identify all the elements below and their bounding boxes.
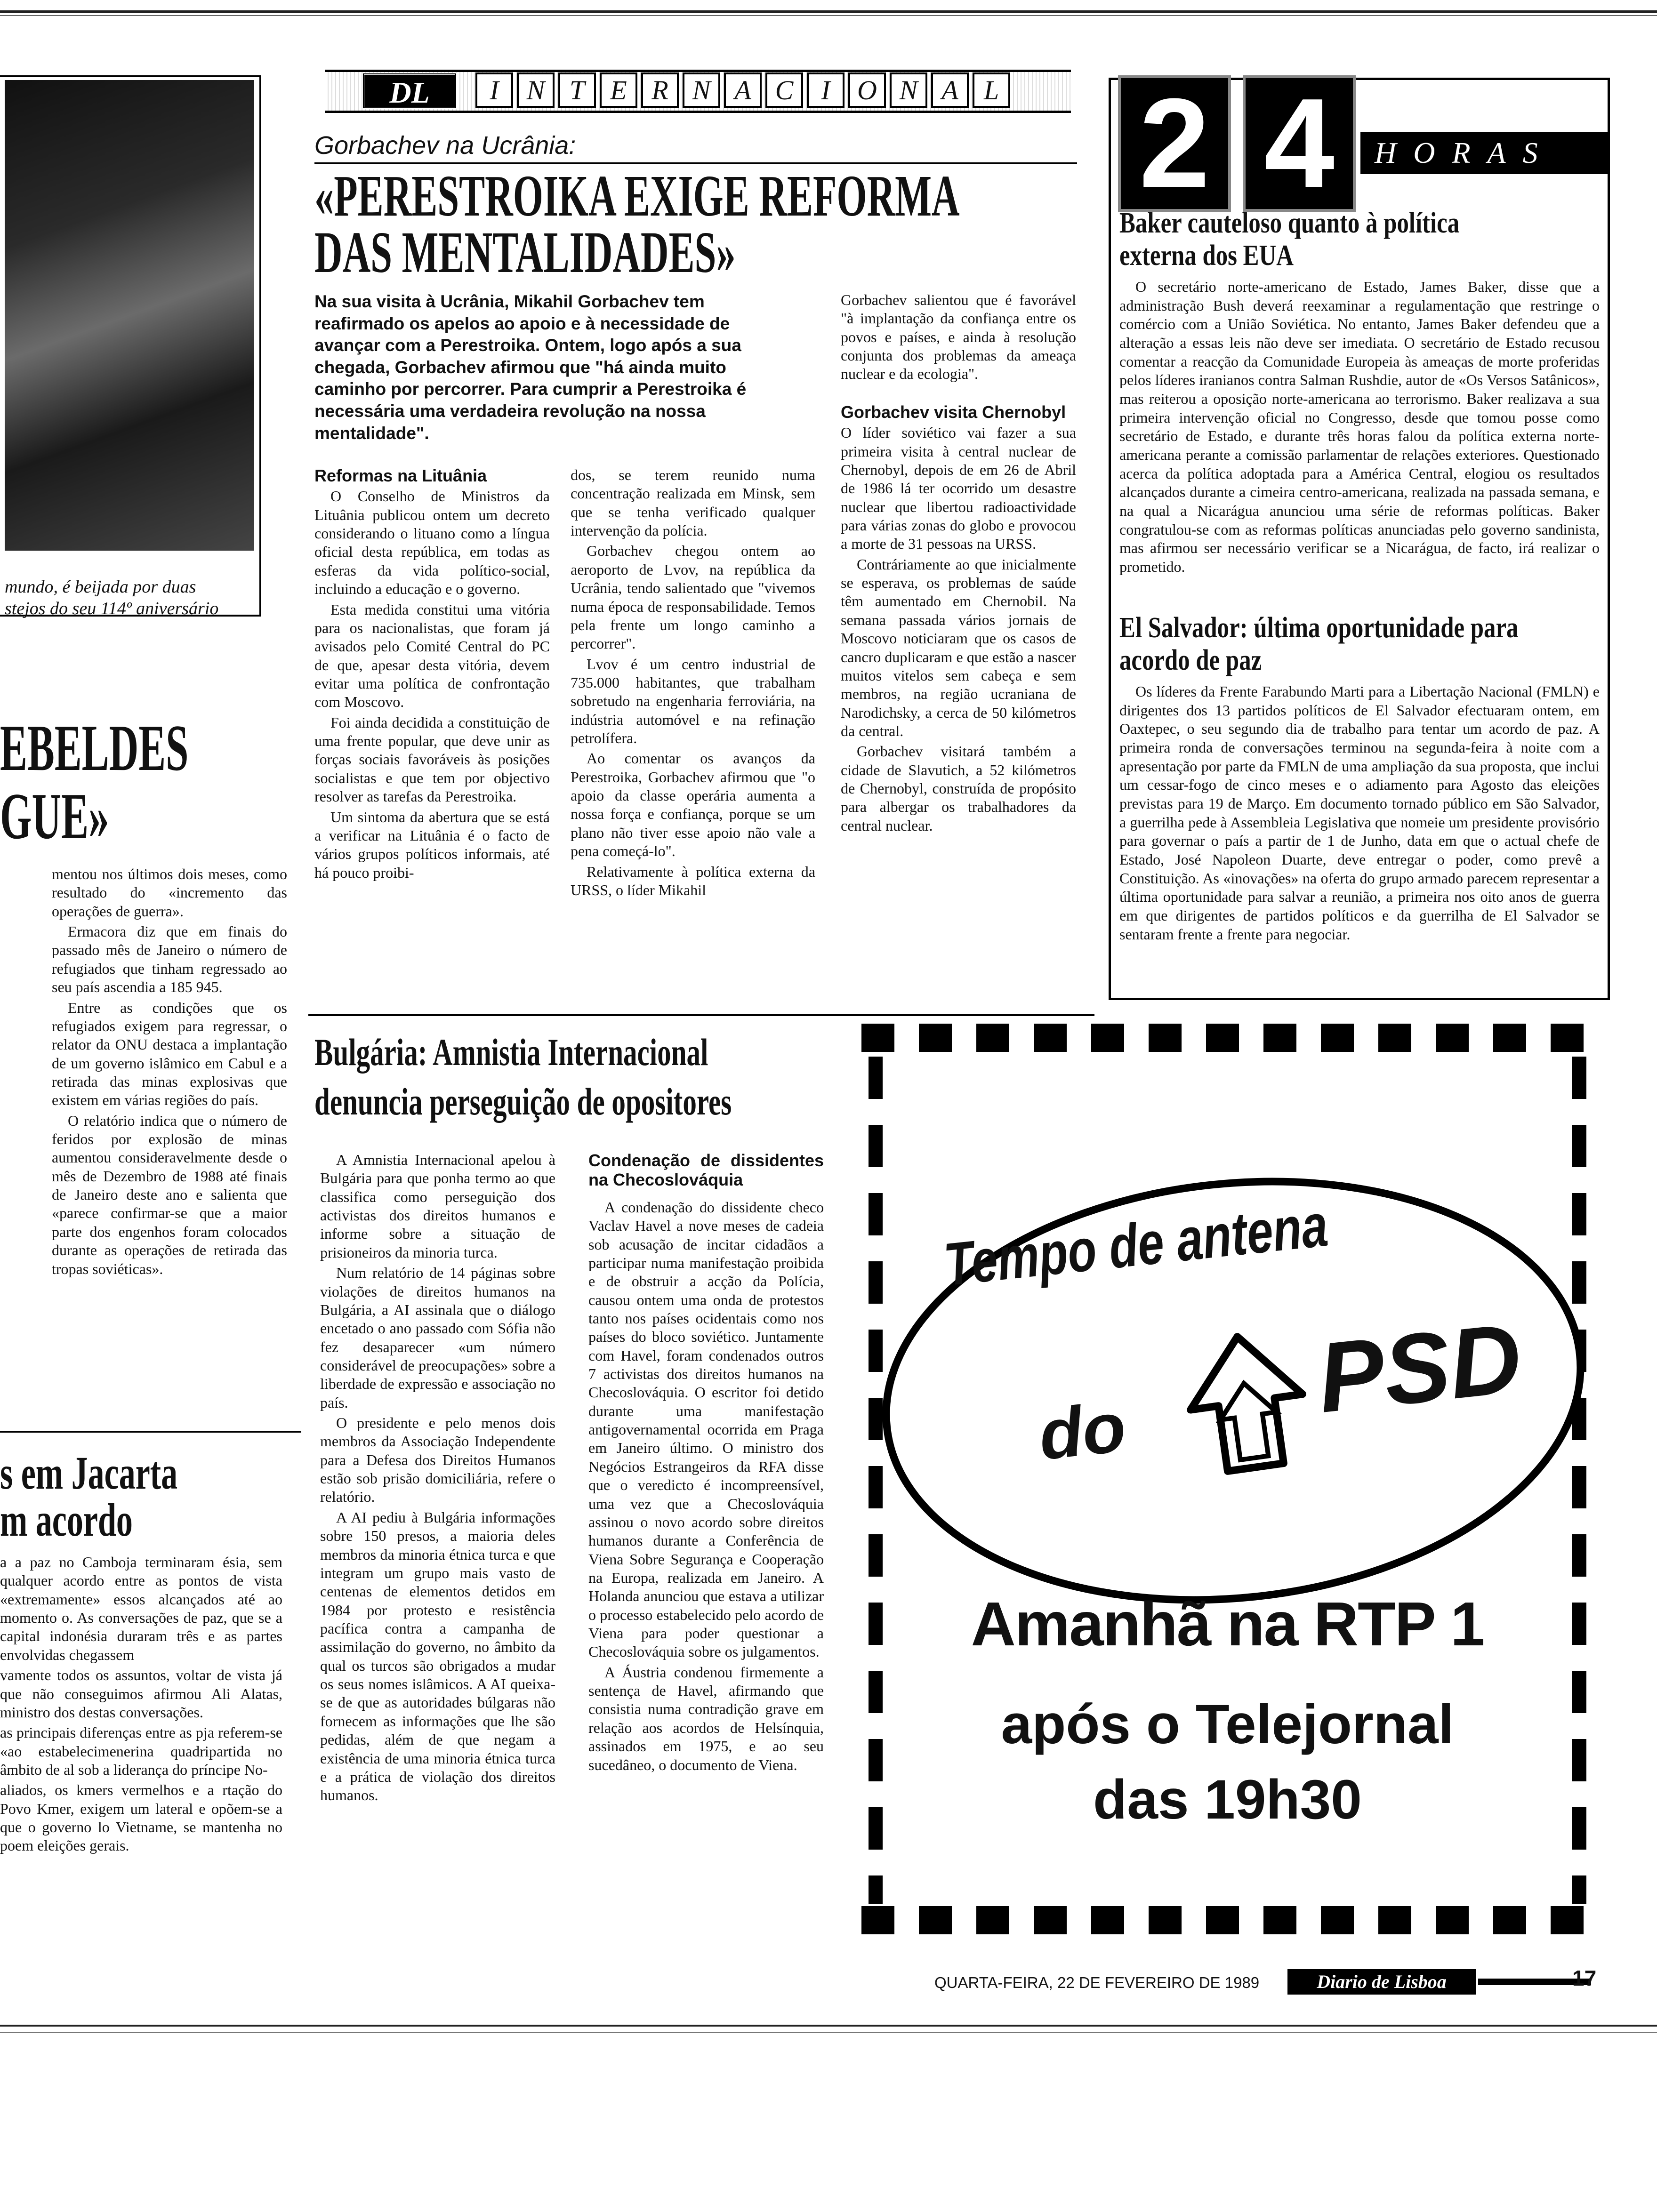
gorbachev-paragraph: Gorbachev chegou ontem ao aeroporto de Lvov, na república da Ucrânia, tendo salientado que "vivemos numa época de responsabilidade. Temos pela frente um longo caminho a percorrer". [571,542,815,652]
gorbachev-col-1 [314,466,550,884]
ad-line-1: Tempo de antena [941,1191,1331,1299]
salvador-headline: El Salvador: última oportunidade para acordo de paz [1119,612,1519,677]
section-letter: N [890,72,927,108]
gorbachev-paragraph: Gorbachev visitará também a cidade de Slavutich, a 52 kilómetros de Chernobyl, construída de propósito para albergar os trabalhadores da central nuclear. [841,743,1076,834]
horas-label: HORAS [1375,136,1555,169]
left-paragraph: O relatório indica que o número de feridos por explosão de minas aumentou consideravelmente desde o mês de Dezembro de 1988 até finais de Janeiro deste ano e salienta que «parece confirmar-se que a maior parte dos engenhos foram colocados durante as operações de retirada das tropas soviéticas». [52,1112,287,1277]
horas-digits-first: 2 [1139,75,1210,212]
jacarta-headline-1: s em Jacarta [0,1447,178,1499]
left-article-body [52,865,287,1280]
section-letter: L [973,72,1010,108]
gorbachev-lead: Na sua visita à Ucrânia, Mikahil Gorbachev tem reafirmado os apelos ao apoio e à necessidade de avançar com a Perestroika. Ontem, logo após a sua chegada, Gorbachev afirmou que "há ainda muito caminho por percorrer. Para cumprir a Perestroika é necessária uma verdadeira revolução na nossa mentalidade". [314,292,747,443]
gorbachev-paragraph: O Conselho de Ministros da Lituânia publicou ontem um decreto considerando o lituano como a língua oficial desta república, em todas as esferas da vida político-social, incluindo a educação e o governo. [314,488,550,598]
bottom-rule-thin [0,2032,1657,2033]
section-letters [475,72,1014,110]
bulgaria-paragraph: Num relatório de 14 páginas sobre violações de direitos humanos na Bulgária, a AI assinala que o diálogo encetado o ano passado com Sófia não fez desaparecer «um número considerável de preocupações» sobre a liberdade de expressão e associação no país. [320,1264,555,1411]
left-paragraph: mentou nos últimos dois meses, como resultado do «incremento das operações de guerra». [52,866,287,920]
gorbachev-headline-2: DAS MENTALIDADES» [314,220,736,285]
footer-date: QUARTA-FEIRA, 22 DE FEVEREIRO DE 1989 [934,1974,1260,1991]
section-letter: O [848,72,886,108]
bulgaria-paragraph: A Amnistia Internacional apelou à Bulgária para que ponha termo ao que classifica como perseguição dos activistas dos direitos humanos e informe sobre a situação de prisioneiros da minoria turca. [320,1151,555,1261]
section-letter: C [765,72,803,108]
bottom-rule [0,2025,1657,2027]
jacarta-paragraph: a a paz no Camboja terminaram ésia, sem qualquer acordo entre as pontos de vista «extremamente» essos alcançados até ao momento o. As conversações de paz, que se a capital indonésia duraram três e as partes envolvidas chegassem [0,1554,282,1663]
bulgaria-col-2 [588,1151,824,1776]
gorbachev-headline-1: «PERESTROIKA EXIGE REFORMA [314,164,960,229]
ad-line-4: após o Telejornal [1001,1693,1454,1755]
jacarta-paragraph: vamente todos os assuntos, voltar de vista já que não conseguimos afirmou Ali Alatas, ministro dos destas conversações. [0,1667,282,1721]
gorbachev-paragraph: Um sintoma da abertura que se está a verificar na Lituânia é o facto de vários grupos políticos informais, até há pouco proibi- [314,808,550,881]
section-letter: E [600,72,637,108]
gorbachev-paragraph: Contráriamente ao que inicialmente se esperava, os problemas de saúde têm aumentado em Chernobil. Na semana passada vários jornais de Moscovo noticiaram que os casos de cancro duplicaram e que estão a nascer muitos vitelos sem cabeça e sem membros, na região ucraniana de Narodichsky, a cerca de 50 kilómetros da central. [841,555,1076,739]
subhead-chernobyl: Gorbachev visita Chernobyl [841,402,1066,422]
salvador-text: Os líderes da Frente Farabundo Marti para a Libertação Nacional (FMLN) e dirigentes dos 13 partidos políticos de El Salvador efectuaram ontem, em Oaxtepec, o seu segundo dia de trabalho para tentar um acordo de paz. A primeira ronda de conversações terminou na segunda-feira à noite com a apresentação por parte da FMLN de uma ampliação da sua proposta, que inclui um cessar-fogo de cinco meses e o adiamento para Agosto das eleições previstas para 19 de Março. Em documento tornado público em São Salvador, a guerrilha pede à Assembleia Legislativa que nomeie um presidente provisório para governar o país a partir de 1 de Junho, data em que o actual chefe de Estado, José Napoleon Duarte, deve entregar o poder, como prevê a Constituição. As «inovações» na oferta do grupo armado parecem representar a última oportunidade para salvar a reunião, a primeira nos oito anos de guerra em que dirigentes de partidos políticos e da guerrilha de El Salvador se sentaram frente a frente para negociar. [1119,683,1600,943]
section-logo-text: DL [389,76,430,109]
section-letter: R [641,72,679,108]
horas-digit-2 [1118,75,1231,212]
section-letter: I [475,72,513,108]
ad-line-5: das 19h30 [1093,1769,1362,1831]
top-rule [0,10,1657,13]
section-letter: N [683,72,720,108]
baker-text: O secretário norte-americano de Estado, James Baker, disse que a administração Bush deverá reexaminar a regulamentação que restringe o comércio com a União Soviética. No entanto, James Baker defendeu que a alteração a essas leis não deve ser imediata. O secretário de Estado recusou comentar a reacção da Comunidade Europeia às ameaças de morte proferidas pelos líderes iranianos contra Salman Rushdie, autor de «Os Versos Satânicos», mas reiterou a oposição norte-americana ao terrorismo. Baker realizava a sua primeira intervenção oficial no Congresso, desde que tomou posse como secretário de Estado, e durante três horas falou da política externa norte-americana perante a comissão parlamentar de relações exteriores. Questionado acerca da política adoptada para a América Central, elogiou os resultados alcançados durante a cimeira centro-americana, realizada na passada semana, e na qual a Nicarágua anunciou uma série de reformas políticas. Baker congratulou-se com as reformas políticas anunciadas pelo governo sandinista, mas afirmou ser necessário verificar se a Nicarágua, de facto, irá realizar o prometido. [1119,278,1600,576]
left-divider [0,1431,301,1433]
section-letter: N [517,72,555,108]
gorbachev-kicker: Gorbachev na Ucrânia: [314,131,576,160]
rebels-headline-1: EBELDES [0,712,189,785]
bulgaria-paragraph: A AI pediu à Bulgária informações sobre 150 presos, a maioria deles membros da minoria étnica turca e que integram um grupo mais vasto de centenas de elementos detidos em 1984 por protesto e resistência pacífica contra a campanha de assimilação do governo, no âmbito da qual os turcos são obrigados a mudar os seus nomes islâmicos. A AI queixa-se de que as autoridades búlgaras não fornecem as informações que lhe são pedidas, além de que negam a existência de uma minoria étnica turca e a prática de violação dos direitos humanos. [320,1508,555,1804]
left-paragraph: Ermacora diz que em finais do passado mês de Janeiro o número de refugiados que tinham regressado ao seu país ascendia a 185 945. [52,923,287,996]
bulgaria-paragraph: A Áustria condenou firmemente a sentença de Havel, afirmando que consistia numa contradição grave em relação aos acordos de Helsínquia, assinados em 1975, e ao seu sucedâneo, o documento de Viena. [588,1663,824,1773]
horas-digits-second: 4 [1263,72,1335,214]
ad-line-2-do: do [1035,1387,1129,1475]
subhead-lituania: Reformas na Lituânia [314,466,487,485]
jacarta-headline-2: m acordo [0,1494,133,1546]
jacarta-article-body [0,1553,282,1857]
gorbachev-paragraph: Foi ainda decidida a constituição de uma frente popular, que deve unir as forças sociais favoráveis às posições socialistas e que tem por objectivo resolver as tarefas da Perestroika. [314,713,550,805]
left-paragraph: Entre as condições que os refugiados exigem para regressar, o relator da ONU destaca a implantação de um governo islâmico em Cabul e a retirada das minas explosivas que existem em várias regiões do país. [52,999,287,1109]
rebels-headline-2: GUE» [0,780,109,853]
footer-paper-text: Diario de Lisboa [1317,1971,1447,1992]
gorbachev-paragraph: dos, se terem reunido numa concentração realizada em Minsk, sem que se tenha verificado qualquer intervenção da polícia. [571,466,815,539]
section-letter: A [724,72,762,108]
section-letter: I [807,72,845,108]
bulgaria-headline-1: Bulgária: Amnistia Internacional [314,1031,708,1074]
bulgaria-paragraph: O presidente e pelo menos dois membros da Associação Independente para a Defesa dos Direitos Humanos estão sob prisão domiciliária, refere o relatório. [320,1414,555,1506]
bulgaria-col-1 [320,1151,555,1807]
ad-line-3: Amanhã na RTP 1 [971,1589,1484,1659]
jacarta-paragraph: as principais diferenças entre as pja referem-se «ao estabelecimenerina quadripartida no âmbito de al sob a liderança do príncipe No- [0,1724,282,1778]
gorbachev-paragraph: Gorbachev salientou que é favorável "à implantação da confiança entre os povos e países, e ainda à resolução conjunta dos problemas da ameaça nuclear e da ecologia". [841,291,1076,383]
left-photo [5,80,254,551]
bulgaria-headline-2: denuncia perseguição de opositores [314,1080,732,1123]
jacarta-paragraph: aliados, os kmers vermelhos e a rtação do Povo Kmer, exigem um lateral e opõem-se a que o governo lo Vietname, se mantenha no poem eleições gerais. [0,1781,282,1854]
bulgaria-paragraph: A condenação do dissidente checo Vaclav Havel a nove meses de cadeia sob acusação de incitar cidadãos a participar numa manifestação proibida e de obstruir a acção da Polícia, causou ontem uma onda de protestos tanto nos países ocidentais como nos países do bloco soviético. Juntamente com Havel, foram condenados outros 7 activistas dos direitos humanos na Checoslováquia. O escritor foi detido durante uma manifestação antigovernamental ocorrida em Praga em Janeiro último. O ministro dos Negócios Estrangeiros da RFA disse que o veredicto é incompreensível, uma vez que a Checoslováquia assinou o novo acordo sobre direitos humanos durante a Conferência de Viena Sobre Segurança e Cooperação na Europa, realizada em Janeiro. A Holanda anunciou que estava a utilizar o processo estabelecido pelo acordo de Viena para poder questionar a Checoslováquia sobre os julgamentos. [588,1198,824,1660]
section-letter: A [931,72,969,108]
gorbachev-paragraph: Ao comentar os avanços da Perestroika, Gorbachev afirmou que "o apoio da classe operária aumenta a nossa força e confiança, porque se um plano não tiver esse apoio não vale a pena começá-lo". [571,750,815,860]
gorbachev-paragraph: Esta medida constitui uma vitória para os nacionalistas, que foram já avisados pelo Comité Central do PC de que, apesar desta vitória, devem evitar uma política de confrontação com Moscovo. [314,601,550,711]
footer-paper-name [1287,1969,1476,1995]
gorbachev-paragraph: Relativamente à política externa da URSS, o líder Mikahil [571,863,815,898]
horas-digit-4 [1243,72,1356,214]
gorbachev-paragraph: Lvov é um centro industrial de 735.000 habitantes, que trabalham sobretudo na engenharia ferroviária, na indústria automóvel e na refinação petrolífera. [571,655,815,747]
photo-caption: mundo, é beijada por duas stejos do seu 114º aniversário [5,577,219,618]
psd-ad [861,1024,1593,1934]
page-number: 17 [1572,1966,1597,1990]
ad-line-2-psd: PSD [1312,1302,1527,1434]
baker-headline: Baker cauteloso quanto à política externa dos EUA [1119,207,1460,272]
section-logo [362,73,457,109]
top-rule-thin [0,15,1657,16]
bulgaria-top-rule [308,1014,1094,1016]
section-letter: T [558,72,596,108]
gorbachev-paragraph: O líder soviético vai fazer a sua primeira visita à central nuclear de Chernobyl, depois de em 26 de Abril de 1986 lá ter ocorrido um desastre nuclear que libertou radioactividade para várias zonas do globo e provocou a morte de 31 pessoas na URSS. [841,424,1076,553]
gorbachev-col-2 [571,466,815,901]
subhead-checoslovaquia: Condenação de dissidentes na Checoslováquia [588,1151,824,1190]
gorbachev-col-3 [841,291,1076,837]
